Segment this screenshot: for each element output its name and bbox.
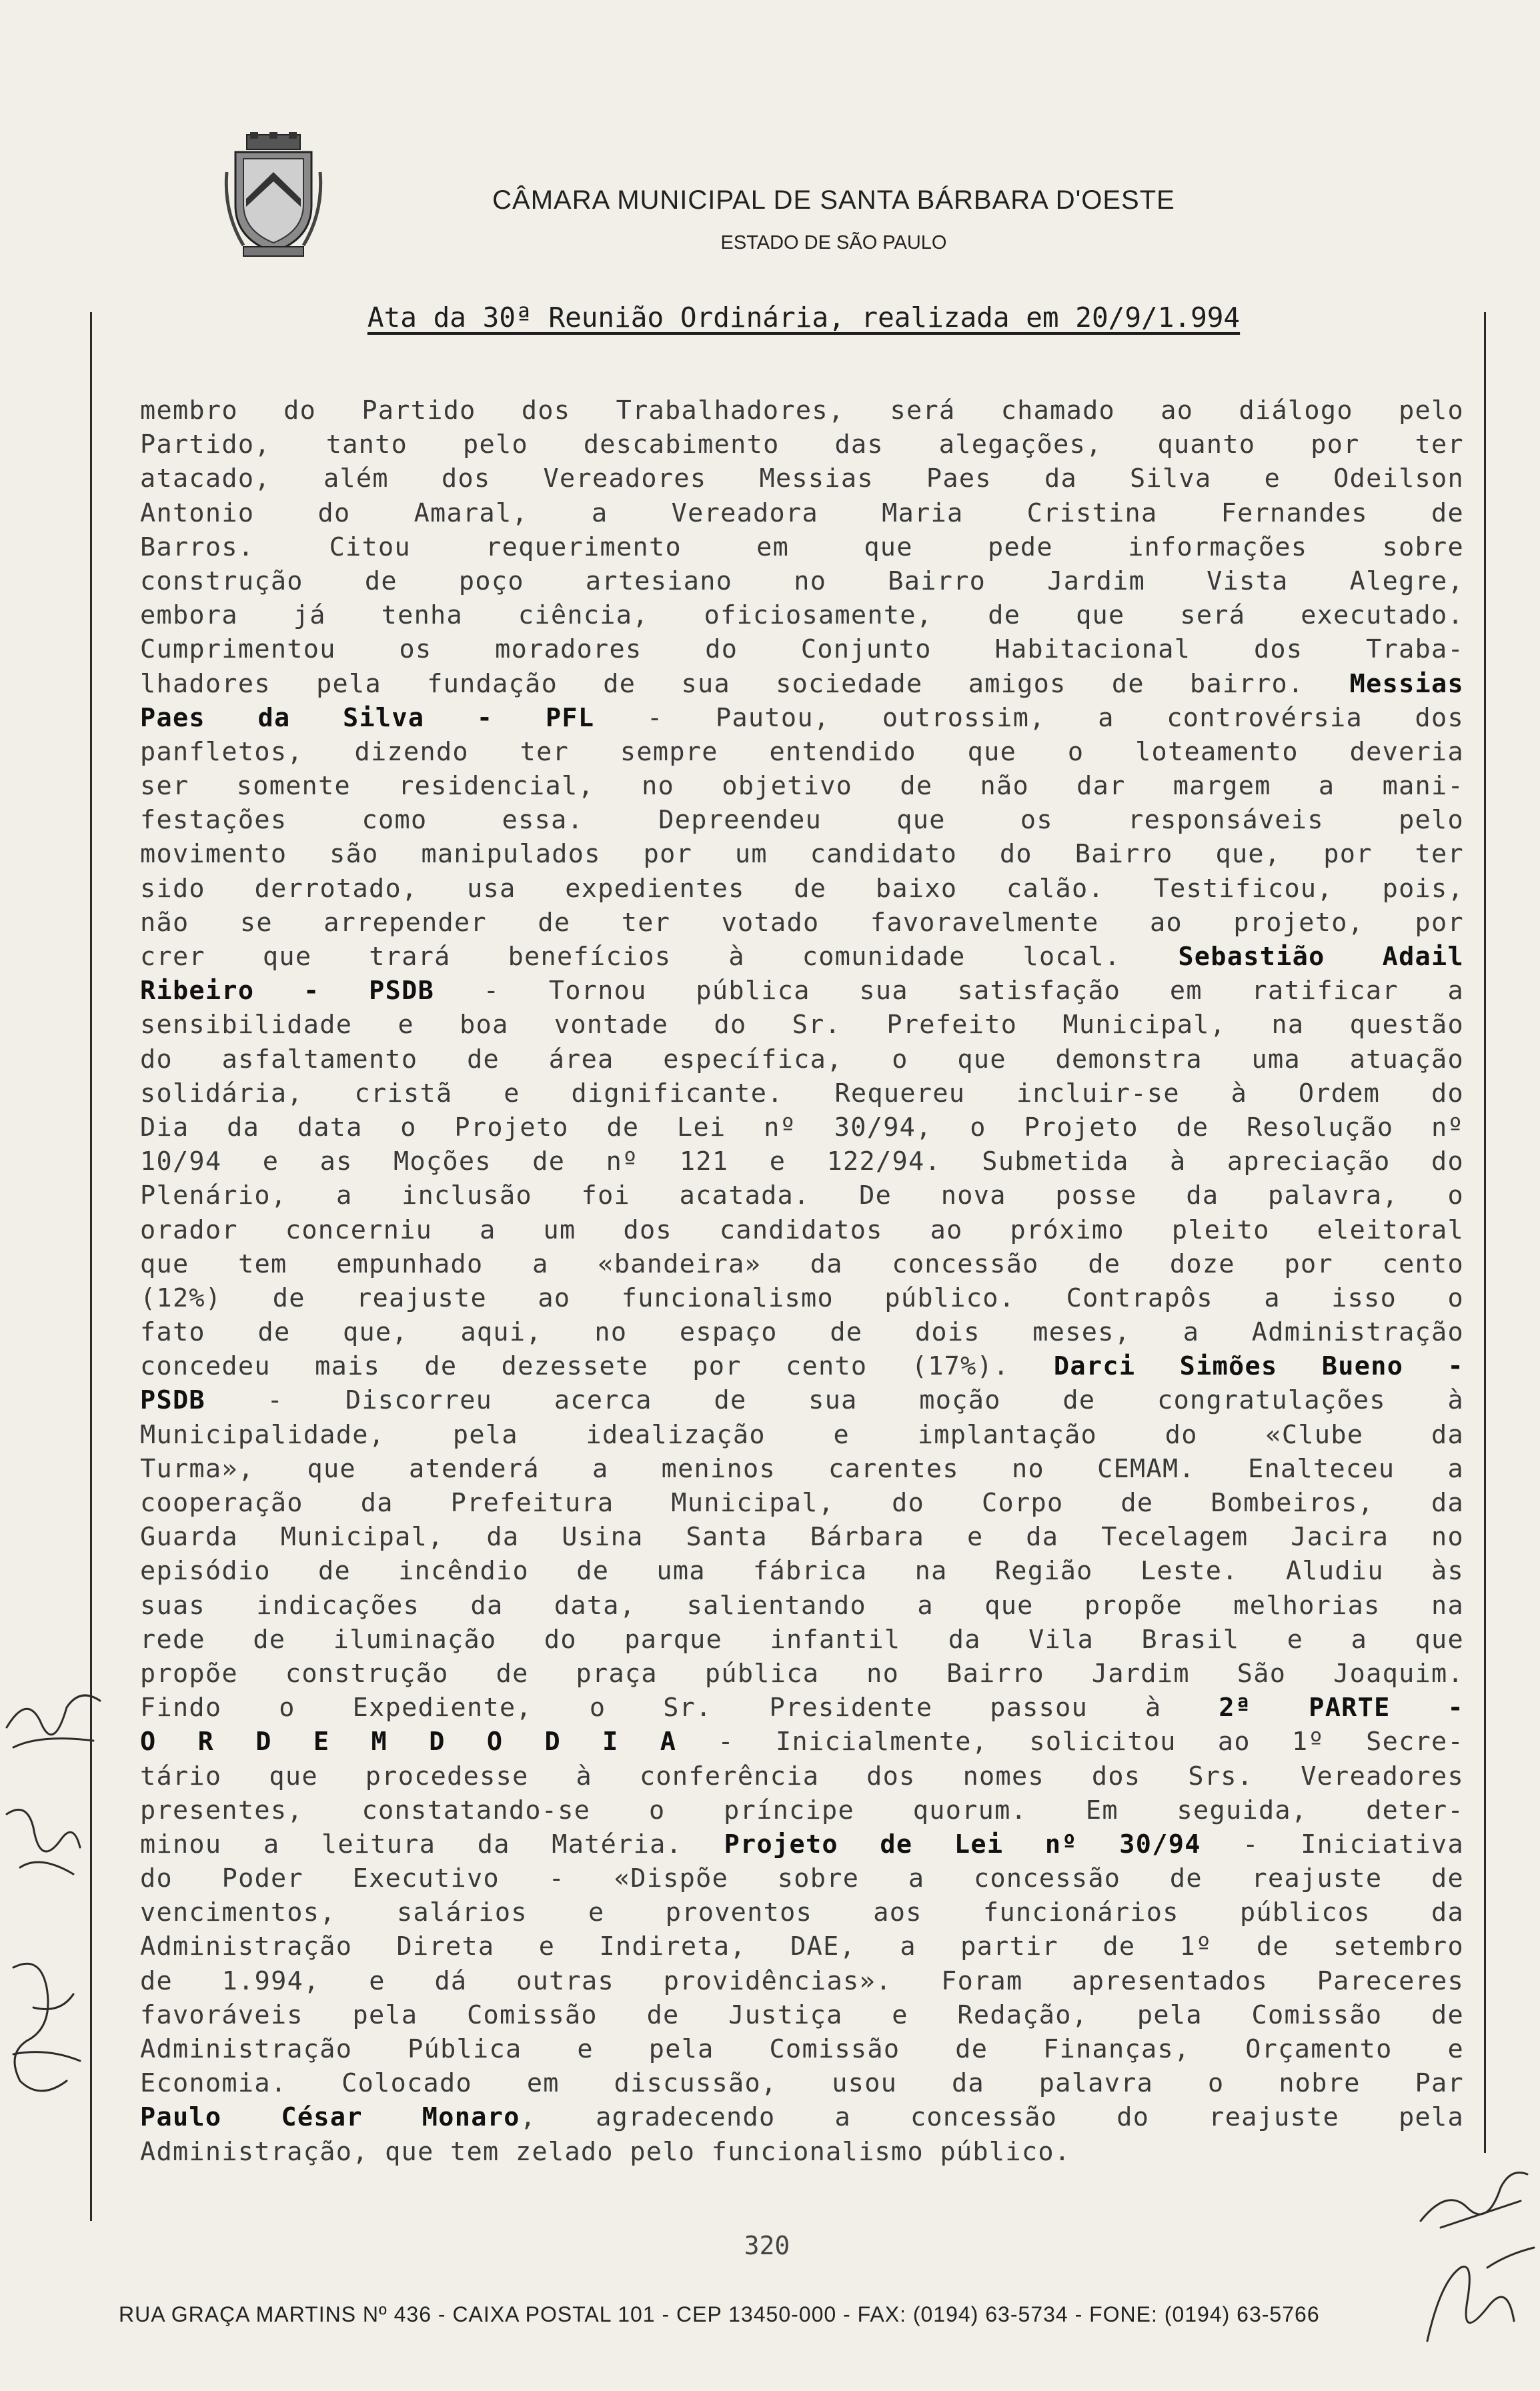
text-segment: movimento são manipulados por um candidato do Bairro que, por ter	[140, 839, 1464, 870]
document-title: Ata da 30ª Reunião Ordinária, realizada em 20/9/1.994	[367, 301, 1241, 333]
text-line	[140, 2100, 1464, 2134]
text-line	[140, 2032, 1464, 2066]
text-segment: Barros. Citou requerimento em que pede informações sobre	[140, 532, 1464, 562]
text-segment: festações como essa. Depreendeu que os responsáveis pelo	[140, 805, 1464, 836]
text-segment: embora já tenha ciência, oficiosamente, de que será executado.	[140, 600, 1464, 631]
bold-text-segment: Projeto de Lei nº 30/94	[724, 1829, 1201, 1859]
text-line	[140, 1929, 1464, 1963]
text-line	[140, 735, 1464, 769]
text-line	[140, 393, 1464, 428]
signature-left-2	[0, 1787, 87, 1881]
text-line	[140, 1076, 1464, 1110]
text-line	[140, 1315, 1464, 1349]
text-line	[140, 1725, 1464, 1759]
text-line	[140, 1281, 1464, 1315]
text-line	[140, 906, 1464, 940]
text-line	[140, 1008, 1464, 1042]
text-segment: - Pautou, outrossim, a controvérsia dos	[594, 702, 1464, 733]
text-line	[140, 1895, 1464, 1929]
text-segment: Guarda Municipal, da Usina Santa Bárbara e da Tecelagem Jacira no	[140, 1522, 1464, 1553]
text-segment: episódio de incêndio de uma fábrica na Região Leste. Aludiu às	[140, 1556, 1464, 1587]
text-segment: minou a leitura da Matéria.	[140, 1829, 724, 1859]
text-segment: crer que trará benefícios à comunidade local.	[140, 942, 1179, 972]
text-segment: , agradecendo a concessão do reajuste pela	[520, 2102, 1464, 2133]
text-segment: favoráveis pela Comissão de Justiça e Redação, pela Comissão de	[140, 2000, 1464, 2030]
text-segment: Municipalidade, pela idealização e implantação do «Clube da	[140, 1419, 1464, 1450]
text-line	[140, 1793, 1464, 1827]
text-segment: sido derrotado, usa expedientes de baixo calão. Testificou, pois,	[140, 873, 1464, 904]
text-segment: concedeu mais de dezessete por cento (17%).	[140, 1351, 1054, 1382]
bold-text-segment: O R D E M D O D I A	[140, 1727, 677, 1757]
text-line	[140, 1213, 1464, 1247]
text-segment: rede de iluminação do parque infantil da Vila Brasil e a que	[140, 1624, 1464, 1655]
footer-address: RUA GRAÇA MARTINS Nº 436 - CAIXA POSTAL 101 - CEP 13450-000 - FAX: (0194) 63-5734 - FONE: (0194) 63-5766	[119, 2302, 1320, 2326]
text-line	[140, 496, 1464, 530]
text-segment: do asfaltamento de área específica, o que demonstra uma atuação	[140, 1044, 1464, 1074]
text-line	[140, 1247, 1464, 1281]
text-segment: membro do Partido dos Trabalhadores, será chamado ao diálogo pelo	[140, 395, 1464, 426]
text-segment: solidária, cristã e dignificante. Requereu incluir-se à Ordem do	[140, 1078, 1464, 1108]
text-line	[140, 632, 1464, 666]
bold-text-segment: PSDB	[140, 1385, 205, 1416]
bold-text-segment: Paes da Silva - PFL	[140, 702, 595, 733]
text-segment: Antonio do Amaral, a Vereadora Maria Cristina Fernandes de	[140, 498, 1464, 528]
text-segment: propõe construção de praça pública no Bairro Jardim São Joaquim.	[140, 1658, 1464, 1689]
text-segment: suas indicações da data, salientando a que propõe melhorias na	[140, 1590, 1464, 1621]
text-segment: fato de que, aqui, no espaço de dois meses, a Administração	[140, 1317, 1464, 1348]
text-segment: Cumprimentou os moradores do Conjunto Habitacional dos Traba-	[140, 634, 1464, 665]
text-segment: - Iniciativa	[1201, 1829, 1464, 1859]
text-line	[140, 1178, 1464, 1213]
text-segment: vencimentos, salários e proventos aos funcionários públicos da	[140, 1897, 1464, 1928]
text-line	[140, 1042, 1464, 1076]
signature-right-2	[1414, 2228, 1540, 2361]
text-segment: Findo o Expediente, o Sr. Presidente passou à	[140, 1693, 1219, 1723]
text-line	[140, 1589, 1464, 1623]
text-line	[140, 1623, 1464, 1657]
text-line	[140, 1418, 1464, 1452]
bold-text-segment: Ribeiro - PSDB	[140, 976, 435, 1006]
text-segment: Administração Pública e pela Comissão de Finanças, Orçamento e	[140, 2034, 1464, 2064]
text-segment: lhadores pela fundação de sua sociedade amigos de bairro.	[140, 668, 1350, 699]
text-segment: - Inicialmente, solicitou ao 1º Secre-	[676, 1727, 1464, 1757]
text-segment: Administração Direta e Indireta, DAE, a partir de 1º de setembro	[140, 1931, 1464, 1962]
text-segment: - Tornou pública sua satisfação em ratificar a	[434, 976, 1464, 1006]
text-segment: atacado, além dos Vereadores Messias Paes da Silva e Odeilson	[140, 464, 1464, 494]
text-segment: panfletos, dizendo ter sempre entendido que o loteamento deveria	[140, 736, 1464, 767]
text-segment: (12%) de reajuste ao funcionalismo público. Contrapôs a isso o	[140, 1283, 1464, 1313]
text-segment: não se arrepender de ter votado favoravelmente ao projeto, por	[140, 907, 1464, 938]
text-segment: Plenário, a inclusão foi acatada. De nova posse da palavra, o	[140, 1180, 1464, 1211]
institution-name: CÂMARA MUNICIPAL DE SANTA BÁRBARA D'OESTE	[492, 185, 1175, 215]
text-line	[140, 1110, 1464, 1144]
text-line	[140, 769, 1464, 803]
text-segment: sensibilidade e boa vontade do Sr. Prefeito Municipal, na questão	[140, 1010, 1464, 1040]
text-line	[140, 1520, 1464, 1554]
text-segment: do Poder Executivo - «Dispõe sobre a concessão de reajuste de	[140, 1863, 1464, 1894]
text-line	[140, 940, 1464, 974]
text-segment: - Discorreu acerca de sua moção de congratulações à	[205, 1385, 1464, 1416]
text-line	[140, 837, 1464, 871]
signature-left-1	[0, 1681, 107, 1774]
text-line	[140, 598, 1464, 632]
page-number: 320	[744, 2231, 790, 2260]
left-margin-rule	[90, 312, 92, 2221]
bold-text-segment: Sebastião Adail	[1178, 942, 1464, 972]
text-line	[140, 701, 1464, 735]
bold-text-segment: 2ª PARTE -	[1219, 1693, 1464, 1723]
text-segment: Turma», que atenderá a meninos carentes no CEMAM. Enalteceu a	[140, 1453, 1464, 1484]
text-line	[140, 1349, 1464, 1383]
text-line	[140, 1861, 1464, 1895]
minutes-body-text	[140, 393, 1464, 2169]
text-line	[140, 564, 1464, 598]
text-line	[140, 1998, 1464, 2032]
text-segment: orador concerniu a um dos candidatos ao próximo pleito eleitoral	[140, 1215, 1464, 1245]
text-line	[140, 1486, 1464, 1520]
text-line	[140, 1691, 1464, 1725]
text-line	[140, 872, 1464, 906]
text-line	[140, 428, 1464, 462]
text-segment: ser somente residencial, no objetivo de não dar margem a mani-	[140, 771, 1464, 802]
text-segment: tário que procedesse à conferência dos nomes dos Srs. Vereadores	[140, 1761, 1464, 1791]
text-line	[140, 1452, 1464, 1486]
text-line	[140, 1554, 1464, 1588]
signature-left-3	[0, 1947, 93, 2108]
bold-text-segment: Messias	[1349, 668, 1464, 699]
text-line	[140, 974, 1464, 1008]
text-line	[140, 530, 1464, 564]
text-segment: 10/94 e as Moções de nº 121 e 122/94. Submetida à apreciação do	[140, 1146, 1464, 1177]
text-line	[140, 803, 1464, 837]
bold-text-segment: Darci Simões Bueno -	[1053, 1351, 1464, 1382]
text-line	[140, 462, 1464, 496]
text-segment: cooperação da Prefeitura Municipal, do Corpo de Bombeiros, da	[140, 1488, 1464, 1518]
text-line	[140, 2066, 1464, 2100]
text-segment: Partido, tanto pelo descabimento das alegações, quanto por ter	[140, 430, 1464, 460]
text-line	[140, 1827, 1464, 1861]
text-line	[140, 1759, 1464, 1793]
text-segment: de 1.994, e dá outras providências». Foram apresentados Pareceres	[140, 1965, 1464, 1996]
text-line	[140, 1383, 1464, 1417]
text-segment: Administração, que tem zelado pelo funcionalismo público.	[140, 2136, 1071, 2167]
text-segment: Economia. Colocado em discussão, usou da palavra o nobre Par	[140, 2068, 1464, 2099]
text-line	[140, 2135, 1464, 2169]
text-line	[140, 1964, 1464, 1998]
bold-text-segment: Paulo César Monaro	[140, 2102, 520, 2133]
text-segment: presentes, constatando-se o príncipe quorum. Em seguida, deter-	[140, 1795, 1464, 1825]
right-margin-rule	[1484, 312, 1486, 2153]
text-segment: que tem empunhado a «bandeira» da concessão de doze por cento	[140, 1249, 1464, 1279]
text-segment: Dia da data o Projeto de Lei nº 30/94, o Projeto de Resolução nº	[140, 1112, 1464, 1142]
text-line	[140, 667, 1464, 701]
text-segment: construção de poço artesiano no Bairro Jardim Vista Alegre,	[140, 566, 1464, 596]
text-line	[140, 1144, 1464, 1178]
institution-state: ESTADO DE SÃO PAULO	[720, 232, 947, 253]
text-line	[140, 1657, 1464, 1691]
